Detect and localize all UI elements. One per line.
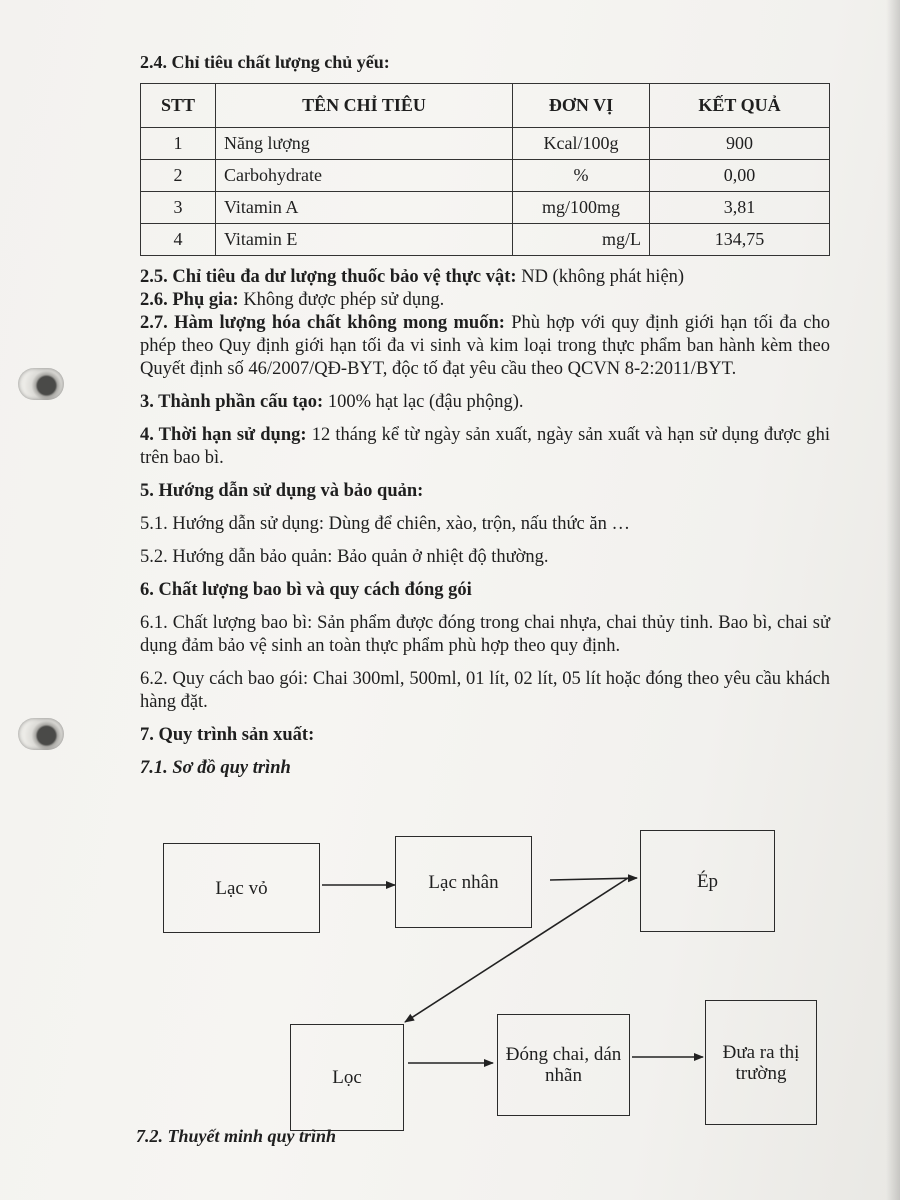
- section-2-7-text: Phù hợp với quy định giới hạn tối đa cho phép theo Quy định giới hạn tối đa vi sinh và kim loại trong thực phẩm ban hành kèm theo Quyết định số 46/2007/QĐ-BYT, độc tố đạt yêu cầu theo QCVN 8-2:2011/BYT.: [140, 313, 830, 379]
- col-header-result: KẾT QUẢ: [650, 84, 830, 128]
- section-2-4-heading: 2.4. Chỉ tiêu chất lượng chủ yếu:: [140, 52, 390, 72]
- section-7-heading: 7. Quy trình sản xuất:: [140, 725, 315, 745]
- section-5-heading: 5. Hướng dẫn sử dụng và bảo quản:: [140, 481, 424, 501]
- cell-unit: mg/100mg: [513, 192, 650, 224]
- cell-unit: mg/L: [513, 224, 650, 256]
- section-6-2: 6.2. Quy cách bao gói: Chai 300ml, 500ml, 01 lít, 02 lít, 05 lít hoặc đóng theo yêu cầu khách hàng đặt.: [140, 669, 830, 712]
- section-5-2: 5.2. Hướng dẫn bảo quản: Bảo quản ở nhiệt độ thường.: [140, 547, 549, 567]
- section-5-1: 5.1. Hướng dẫn sử dụng: Dùng để chiên, xào, trộn, nấu thức ăn …: [140, 514, 630, 534]
- cell-stt: 3: [141, 192, 216, 224]
- section-4-text: 12 tháng kể từ ngày sản xuất, ngày sản xuất và hạn sử dụng được ghi trên bao bì.: [140, 425, 830, 468]
- cell-stt: 1: [141, 128, 216, 160]
- section-2-5-label: 2.5. Chỉ tiêu đa dư lượng thuốc bảo vệ thực vật:: [140, 267, 517, 287]
- flow-box-lac-nhan: Lạc nhân: [395, 836, 532, 928]
- section-6-1: 6.1. Chất lượng bao bì: Sản phẩm được đóng trong chai nhựa, chai thủy tinh. Bao bì, chai sử dụng đảm bảo vệ sinh an toàn thực phẩm phù hợp theo quy định.: [140, 613, 830, 656]
- cell-result: 900: [650, 128, 830, 160]
- section-2-6-label: 2.6. Phụ gia:: [140, 290, 239, 310]
- col-header-stt: STT: [141, 84, 216, 128]
- cell-stt: 2: [141, 160, 216, 192]
- flow-box-ep: Ép: [640, 830, 775, 932]
- cell-stt: 4: [141, 224, 216, 256]
- section-3-label: 3. Thành phần cấu tạo:: [140, 392, 324, 412]
- flow-box-dong-chai: Đóng chai, dán nhãn: [497, 1014, 630, 1116]
- section-7-1-heading: 7.1. Sơ đồ quy trình: [140, 758, 291, 778]
- section-4-label: 4. Thời hạn sử dụng:: [140, 425, 307, 445]
- section-6-heading: 6. Chất lượng bao bì và quy cách đóng gói: [140, 580, 472, 600]
- cell-name: Vitamin A: [216, 192, 513, 224]
- section-3-text: 100% hạt lạc (đậu phộng).: [323, 392, 524, 412]
- section-2-6-text: Không được phép sử dụng.: [238, 290, 445, 310]
- section-7-2-heading: 7.2. Thuyết minh quy trình: [136, 1126, 337, 1146]
- cell-result: 3,81: [650, 192, 830, 224]
- cell-result: 0,00: [650, 160, 830, 192]
- col-header-unit: ĐƠN VỊ: [513, 84, 650, 128]
- flow-box-loc: Lọc: [290, 1024, 404, 1131]
- cell-name: Carbohydrate: [216, 160, 513, 192]
- cell-unit: %: [513, 160, 650, 192]
- flow-box-lac-vo: Lạc vỏ: [163, 843, 320, 933]
- cell-result: 134,75: [650, 224, 830, 256]
- flow-box-dua-ra-thi-truong: Đưa ra thị trường: [705, 1000, 817, 1125]
- section-2-7-label: 2.7. Hàm lượng hóa chất không mong muốn:: [140, 313, 505, 333]
- cell-name: Vitamin E: [216, 224, 513, 256]
- cell-unit: Kcal/100g: [513, 128, 650, 160]
- cell-name: Năng lượng: [216, 128, 513, 160]
- col-header-name: TÊN CHỈ TIÊU: [216, 84, 513, 128]
- section-2-5-text: ND (không phát hiện): [516, 267, 685, 287]
